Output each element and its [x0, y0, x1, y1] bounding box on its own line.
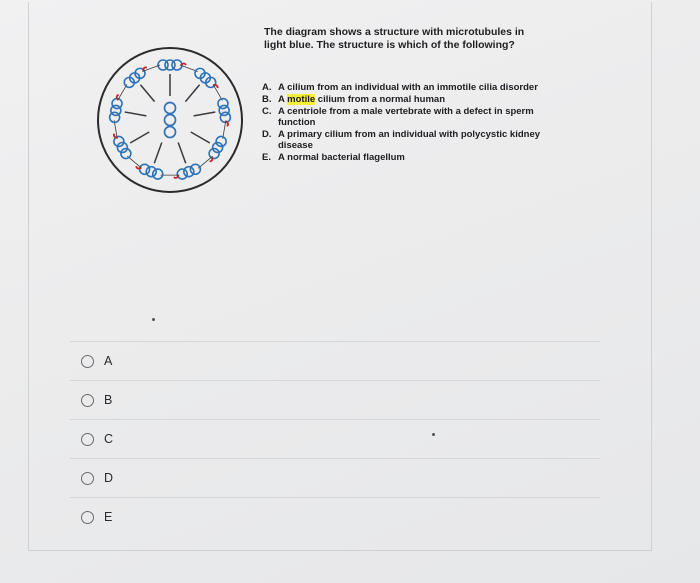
doublet-microtubule — [140, 164, 150, 174]
choice-text: A cilium from an individual with an immotile cilia disorder — [278, 82, 538, 93]
choice-text: A normal bacterial flagellum — [278, 152, 405, 163]
choice-c — [262, 106, 542, 128]
radial-spoke — [125, 112, 147, 116]
radio-button-e[interactable] — [81, 511, 94, 524]
option-label: A — [104, 354, 113, 368]
doublet-microtubule — [184, 167, 194, 177]
answer-options — [70, 341, 600, 536]
option-b[interactable] — [70, 380, 600, 419]
radial-spoke — [154, 143, 162, 164]
option-d[interactable] — [70, 458, 600, 497]
radial-spoke — [178, 143, 186, 164]
choice-letter: B. — [262, 94, 272, 105]
choice-letter: C. — [262, 106, 272, 117]
central-microtubule — [165, 103, 176, 114]
option-label: B — [104, 393, 113, 407]
choice-text-post: cilium from a normal human — [315, 94, 445, 105]
doublet-microtubule — [219, 105, 229, 115]
choice-d — [262, 129, 542, 151]
dynein-arm — [174, 175, 179, 177]
radio-button-c[interactable] — [81, 433, 94, 446]
axoneme-diagram — [90, 34, 250, 204]
choice-text — [278, 94, 542, 105]
doublet-microtubule — [153, 169, 163, 179]
choice-text: A primary cilium from an individual with polycystic kidney disease — [278, 129, 541, 151]
choice-letter: D. — [262, 129, 272, 140]
highlighted-word: motile — [287, 94, 316, 105]
radial-spoke — [185, 85, 199, 102]
choice-e — [262, 152, 542, 163]
doublet-microtubule — [177, 169, 187, 179]
choice-b — [262, 94, 542, 105]
doublet-microtubule — [146, 167, 156, 177]
central-microtubule — [165, 115, 176, 126]
option-a[interactable] — [70, 341, 600, 380]
choice-text-pre: A — [278, 94, 288, 105]
option-label: D — [104, 471, 114, 485]
doublet-microtubule — [111, 105, 121, 115]
radial-spoke — [130, 132, 149, 143]
doublet-microtubule — [110, 112, 120, 122]
radial-spoke — [140, 85, 154, 102]
choice-letter: E. — [262, 152, 271, 163]
option-c[interactable] — [70, 419, 600, 458]
option-label: E — [104, 510, 113, 524]
question-text: The diagram shows a structure with microtubules in light blue. The structure is which of the following? — [264, 26, 525, 51]
choice-text: A centriole from a male vertebrate with a defect in sperm function — [278, 106, 534, 128]
choice-list — [262, 82, 542, 164]
doublet-microtubule — [218, 99, 228, 109]
radial-spoke — [194, 112, 216, 116]
speck — [152, 318, 155, 321]
choice-a — [262, 82, 542, 93]
dynein-arm — [181, 64, 186, 66]
doublet-microtubule — [190, 164, 200, 174]
radial-spoke — [191, 132, 210, 143]
choice-letter: A. — [262, 82, 272, 93]
central-microtubule — [165, 127, 176, 138]
option-e[interactable] — [70, 497, 600, 536]
doublet-microtubule — [220, 112, 230, 122]
radio-button-b[interactable] — [81, 394, 94, 407]
dynein-arm — [226, 121, 228, 126]
radio-button-d[interactable] — [81, 472, 94, 485]
option-label: C — [104, 432, 114, 446]
radio-button-a[interactable] — [81, 355, 94, 368]
